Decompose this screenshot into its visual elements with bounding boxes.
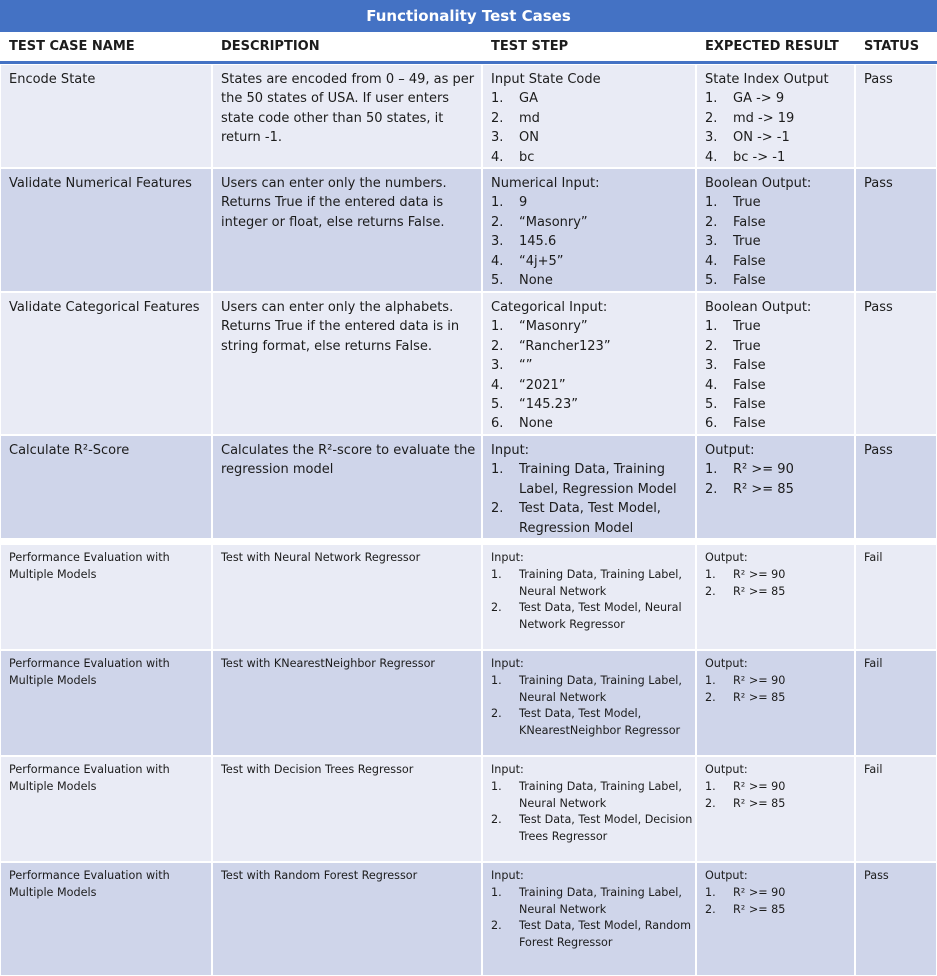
row-2-expected-result	[696, 168, 855, 292]
table-title: Functionality Test Cases	[0, 0, 937, 32]
list-item	[491, 567, 695, 601]
list-item-number: 5.	[491, 273, 504, 289]
list-item-number: 1.	[491, 462, 504, 478]
list-item-number: 5.	[491, 397, 504, 413]
list-item-number: 1.	[491, 319, 504, 335]
list-item-text: False	[733, 214, 766, 230]
list-item-number: 5.	[705, 397, 718, 413]
row-7-status: Fail	[855, 756, 937, 862]
list-item	[705, 337, 854, 356]
list-item-text: Test Data, Test Model, Neural Network Regressor	[519, 601, 682, 632]
row-8-description: Test with Random Forest Regressor	[212, 862, 482, 976]
list-item-text: 9	[519, 195, 528, 211]
list-item-text: md -> 19	[733, 110, 795, 126]
row-2-status: Pass	[855, 168, 937, 292]
list-item	[705, 252, 854, 271]
row-6-expected-result	[696, 650, 855, 756]
list-item-text: “145.23”	[519, 397, 578, 413]
expected-result-list	[705, 567, 854, 601]
list-item	[491, 213, 695, 232]
test-step-label: Input:	[491, 763, 524, 776]
list-item-text: None	[519, 416, 553, 432]
list-item	[491, 885, 695, 919]
list-item-number: 2.	[705, 902, 716, 916]
list-item	[491, 812, 695, 846]
list-item	[491, 499, 695, 538]
list-item-text: R² >= 85	[733, 690, 786, 704]
list-item-text: True	[733, 338, 761, 354]
row-5-description: Test with Neural Network Regressor	[212, 544, 482, 650]
list-item-text: True	[733, 234, 761, 250]
expected-result-list	[705, 193, 854, 290]
list-item	[491, 395, 695, 414]
list-item-text: None	[519, 273, 553, 289]
list-item-number: 4.	[491, 377, 504, 393]
list-item	[705, 356, 854, 375]
list-item-number: 4.	[491, 253, 504, 269]
list-item-number: 2.	[705, 584, 716, 598]
list-item-number: 3.	[705, 130, 718, 146]
expected-result-list	[705, 460, 854, 499]
list-item	[705, 395, 854, 414]
test-step-list	[491, 673, 695, 740]
row-7-test-step	[482, 756, 696, 862]
row-8-test-case-name: Performance Evaluation with Multiple Models	[0, 862, 212, 976]
list-item	[491, 109, 695, 128]
test-cases-table	[0, 32, 937, 976]
list-item-text: Test Data, Test Model, Decision Trees Regressor	[519, 813, 693, 844]
list-item-number: 2.	[491, 813, 502, 827]
list-item-number: 4.	[705, 149, 718, 165]
test-step-list	[491, 779, 695, 846]
row-2-test-case-name: Validate Numerical Features	[0, 168, 212, 292]
row-2-description: Users can enter only the numbers. Returns True if the entered data is integer or float, else returns False.	[212, 168, 482, 292]
expected-result-list	[705, 885, 854, 919]
expected-result-label: Output:	[705, 443, 755, 458]
test-step-list	[491, 567, 695, 634]
list-item-number: 4.	[491, 149, 504, 165]
list-item-text: ON	[519, 130, 539, 146]
list-item	[491, 600, 695, 634]
list-item	[705, 89, 854, 108]
list-item-text: R² >= 85	[733, 481, 794, 497]
list-item	[705, 193, 854, 212]
expected-result-label: Output:	[705, 657, 748, 670]
list-item	[491, 706, 695, 740]
list-item-number: 1.	[491, 567, 502, 581]
expected-result-list	[705, 779, 854, 813]
expected-result-list	[705, 673, 854, 707]
list-item-number: 2.	[491, 501, 504, 517]
row-2-test-step	[482, 168, 696, 292]
list-item-number: 1.	[705, 779, 716, 793]
list-item-text: 145.6	[519, 234, 557, 250]
list-item	[491, 414, 695, 433]
list-item-number: 3.	[491, 234, 504, 250]
test-step-label: Input State Code	[491, 72, 601, 87]
row-1-expected-result	[696, 64, 855, 168]
row-6-description: Test with KNearestNeighbor Regressor	[212, 650, 482, 756]
list-item	[491, 918, 695, 952]
list-item-number: 1.	[491, 885, 502, 899]
list-item-number: 1.	[705, 195, 718, 211]
list-item-number: 2.	[705, 690, 716, 704]
list-item-number: 1.	[705, 885, 716, 899]
list-item-number: 2.	[491, 110, 504, 126]
header-status: STATUS	[855, 32, 937, 61]
expected-result-list	[705, 317, 854, 433]
row-3-expected-result	[696, 292, 855, 435]
list-item	[491, 356, 695, 375]
row-7-test-case-name: Performance Evaluation with Multiple Models	[0, 756, 212, 862]
expected-result-label: State Index Output	[705, 72, 829, 87]
list-item-number: 1.	[491, 779, 502, 793]
list-item-text: R² >= 90	[733, 779, 786, 793]
list-item-text: GA -> 9	[733, 91, 785, 107]
list-item-text: Training Data, Training Label, Neural Network	[519, 779, 682, 810]
row-5-test-case-name: Performance Evaluation with Multiple Models	[0, 544, 212, 650]
list-item-number: 1.	[705, 462, 718, 478]
list-item-text: Training Data, Training Label, Neural Network	[519, 673, 682, 704]
list-item-number: 1.	[705, 319, 718, 335]
list-item	[705, 902, 854, 919]
list-item-number: 3.	[491, 130, 504, 146]
list-item-number: 1.	[705, 567, 716, 581]
list-item-number: 2.	[705, 796, 716, 810]
list-item-number: 6.	[491, 416, 504, 432]
header-test-step: TEST STEP	[482, 32, 696, 61]
list-item	[705, 567, 854, 584]
list-item-number: 2.	[705, 338, 718, 354]
list-item-text: R² >= 85	[733, 796, 786, 810]
list-item	[705, 232, 854, 251]
list-item-number: 4.	[705, 253, 718, 269]
row-4-expected-result	[696, 435, 855, 539]
row-7-expected-result	[696, 756, 855, 862]
list-item	[705, 414, 854, 433]
row-8-test-step	[482, 862, 696, 976]
list-item	[705, 779, 854, 796]
list-item	[705, 109, 854, 128]
row-6-status: Fail	[855, 650, 937, 756]
list-item	[705, 796, 854, 813]
list-item	[491, 252, 695, 271]
list-item	[705, 317, 854, 336]
row-7-description: Test with Decision Trees Regressor	[212, 756, 482, 862]
list-item	[491, 317, 695, 336]
list-item-number: 2.	[491, 707, 502, 721]
list-item	[705, 213, 854, 232]
list-item	[491, 232, 695, 251]
test-step-list	[491, 460, 695, 538]
list-item-number: 3.	[491, 358, 504, 374]
row-5-test-step	[482, 544, 696, 650]
list-item-text: True	[733, 319, 761, 335]
list-item-text: False	[733, 253, 766, 269]
test-step-label: Categorical Input:	[491, 300, 608, 315]
list-item-number: 2.	[705, 214, 718, 230]
list-item	[705, 480, 854, 499]
test-step-label: Input:	[491, 443, 530, 458]
list-item-text: ON -> -1	[733, 130, 790, 146]
list-item	[705, 690, 854, 707]
list-item-number: 2.	[705, 481, 718, 497]
test-step-list	[491, 317, 695, 433]
header-description: DESCRIPTION	[212, 32, 482, 61]
row-3-status: Pass	[855, 292, 937, 435]
row-1-description: States are encoded from 0 – 49, as per the 50 states of USA. If user enters state code other than 50 states, it return -1.	[212, 64, 482, 168]
row-8-expected-result	[696, 862, 855, 976]
row-3-description: Users can enter only the alphabets. Returns True if the entered data is in string format, else returns False.	[212, 292, 482, 435]
list-item-number: 5.	[705, 273, 718, 289]
list-item	[705, 148, 854, 167]
list-item	[491, 271, 695, 290]
list-item-text: md	[519, 110, 540, 126]
list-item-text: bc	[519, 149, 535, 165]
list-item	[491, 89, 695, 108]
row-5-expected-result	[696, 544, 855, 650]
row-4-test-case-name: Calculate R²-Score	[0, 435, 212, 539]
list-item-number: 3.	[705, 234, 718, 250]
row-1-status: Pass	[855, 64, 937, 168]
list-item-number: 2.	[491, 919, 502, 933]
list-item-text: “Masonry”	[519, 214, 588, 230]
expected-result-label: Boolean Output:	[705, 300, 812, 315]
list-item-text: Test Data, Test Model, KNearestNeighbor Regressor	[519, 707, 681, 738]
expected-result-label: Boolean Output:	[705, 176, 812, 191]
list-item-text: False	[733, 358, 766, 374]
list-item	[705, 128, 854, 147]
expected-result-label: Output:	[705, 763, 748, 776]
list-item	[705, 460, 854, 479]
list-item-text: R² >= 90	[733, 673, 786, 687]
list-item-text: Test Data, Test Model, Regression Model	[519, 501, 661, 536]
list-item	[491, 779, 695, 813]
list-item-text: “2021”	[519, 377, 566, 393]
row-3-test-case-name: Validate Categorical Features	[0, 292, 212, 435]
expected-result-list	[705, 89, 854, 167]
list-item	[491, 128, 695, 147]
list-item-text: R² >= 90	[733, 462, 794, 478]
list-item	[491, 460, 695, 499]
list-item-text: Test Data, Test Model, Random Forest Regressor	[519, 919, 692, 950]
list-item	[705, 885, 854, 902]
test-step-label: Input:	[491, 869, 524, 882]
list-item	[705, 584, 854, 601]
list-item-number: 2.	[491, 601, 502, 615]
list-item-number: 1.	[705, 673, 716, 687]
row-5-status: Fail	[855, 544, 937, 650]
list-item-text: GA	[519, 91, 538, 107]
list-item-text: False	[733, 377, 766, 393]
list-item-text: R² >= 85	[733, 902, 786, 916]
list-item-number: 6.	[705, 416, 718, 432]
row-4-description: Calculates the R²-score to evaluate the regression model	[212, 435, 482, 539]
list-item	[491, 148, 695, 167]
row-4-status: Pass	[855, 435, 937, 539]
list-item-number: 1.	[491, 673, 502, 687]
list-item-text: “Rancher123”	[519, 338, 611, 354]
list-item-text: Training Data, Training Label, Neural Network	[519, 567, 682, 598]
list-item-text: False	[733, 416, 766, 432]
list-item-number: 1.	[491, 195, 504, 211]
list-item-text: “4j+5”	[519, 253, 564, 269]
test-step-label: Input:	[491, 657, 524, 670]
list-item-text: True	[733, 195, 761, 211]
test-step-label: Numerical Input:	[491, 176, 600, 191]
row-6-test-step	[482, 650, 696, 756]
list-item-text: bc -> -1	[733, 149, 786, 165]
row-8-status: Pass	[855, 862, 937, 976]
list-item	[705, 376, 854, 395]
list-item-number: 4.	[705, 377, 718, 393]
list-item-text: R² >= 85	[733, 584, 786, 598]
expected-result-label: Output:	[705, 551, 748, 564]
list-item-text: False	[733, 397, 766, 413]
test-step-list	[491, 89, 695, 167]
list-item-text: “Masonry”	[519, 319, 588, 335]
list-item-number: 2.	[491, 338, 504, 354]
list-item	[491, 376, 695, 395]
list-item-number: 3.	[705, 358, 718, 374]
row-1-test-step	[482, 64, 696, 168]
list-item-number: 2.	[705, 110, 718, 126]
list-item-text: Training Data, Training Label, Regression Model	[519, 462, 677, 497]
row-4-test-step	[482, 435, 696, 539]
list-item	[705, 271, 854, 290]
list-item-text: False	[733, 273, 766, 289]
list-item-text: R² >= 90	[733, 567, 786, 581]
list-item-text: “”	[519, 358, 533, 374]
test-step-label: Input:	[491, 551, 524, 564]
list-item	[705, 673, 854, 690]
header-expected-result: EXPECTED RESULT	[696, 32, 855, 61]
row-6-test-case-name: Performance Evaluation with Multiple Models	[0, 650, 212, 756]
list-item-number: 2.	[491, 214, 504, 230]
row-3-test-step	[482, 292, 696, 435]
test-step-list	[491, 885, 695, 952]
list-item	[491, 673, 695, 707]
list-item-text: Training Data, Training Label, Neural Network	[519, 885, 682, 916]
expected-result-label: Output:	[705, 869, 748, 882]
list-item	[491, 337, 695, 356]
test-step-list	[491, 193, 695, 290]
list-item-text: R² >= 90	[733, 885, 786, 899]
list-item-number: 1.	[491, 91, 504, 107]
header-test-case-name: TEST CASE NAME	[0, 32, 212, 61]
list-item-number: 1.	[705, 91, 718, 107]
list-item	[491, 193, 695, 212]
row-1-test-case-name: Encode State	[0, 64, 212, 168]
